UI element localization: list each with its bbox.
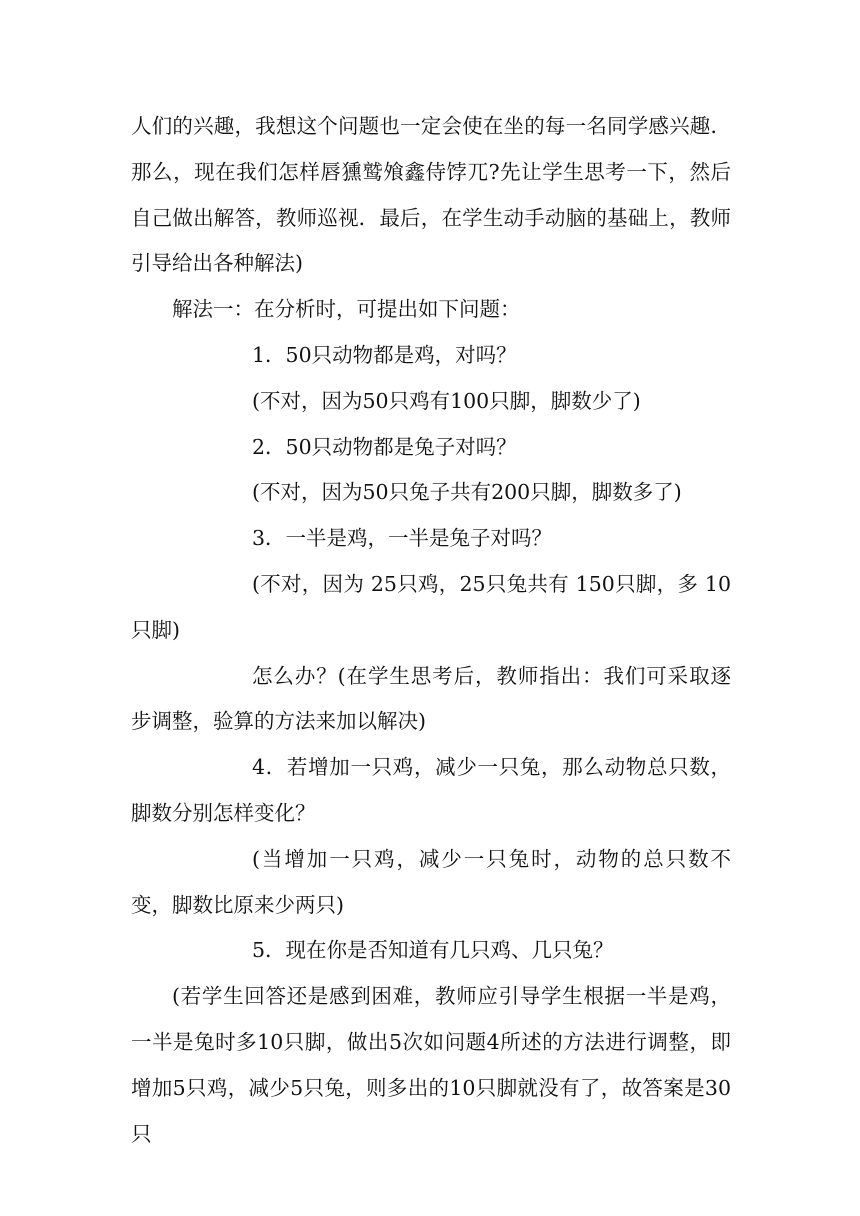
question-4: 4．若增加一只鸡，减少一只兔，那么动物总只数，脚数分别怎样变化？ <box>131 755 731 825</box>
paragraph-intro: 人们的兴趣，我想这个问题也一定会使在坐的每一名同学感兴趣．那么，现在我们怎样唇獯鹫飧鑫侍饽兀?先让学生思考一下，然后自己做出解答，教师巡视．最后，在学生动手动脑的基础上，教师引导给出各种解法) <box>131 114 731 276</box>
question-5: 5．现在你是否知道有几只鸡、几只兔？ <box>252 938 614 963</box>
answer-1: (不对，因为50只鸡有100只脚，脚数少了) <box>252 388 641 413</box>
paragraph-guidance: (若学生回答还是感到困难，教师应引导学生根据一半是鸡，一半是兔时多10只脚，做出5次如问题4所述的方法进行调整，即增加5只鸡，减少5只兔，则多出的10只脚就没有了，故答案是30只 <box>131 984 731 1146</box>
question-2: 2．50只动物都是兔子对吗？ <box>252 434 517 459</box>
answer-2: (不对，因为50只兔子共有200只脚，脚数多了) <box>252 480 682 505</box>
answer-4: (当增加一只鸡，减少一只兔时，动物的总只数不变，脚数比原来少两只) <box>131 846 731 917</box>
document-body <box>131 104 731 1157</box>
paragraph-method-one: 解法一：在分析时，可提出如下问题： <box>172 297 521 322</box>
question-1: 1．50只动物都是鸡，对吗？ <box>252 342 517 367</box>
question-3: 3．一半是鸡，一半是兔子对吗？ <box>252 526 553 551</box>
answer-3: (不对，因为 25只鸡，25只兔共有 150只脚，多 10只脚) <box>131 571 731 642</box>
paragraph-what-to-do: 怎么办？(在学生思考后，教师指出：我们可采取逐步调整，验算的方法来加以解决) <box>131 663 731 734</box>
